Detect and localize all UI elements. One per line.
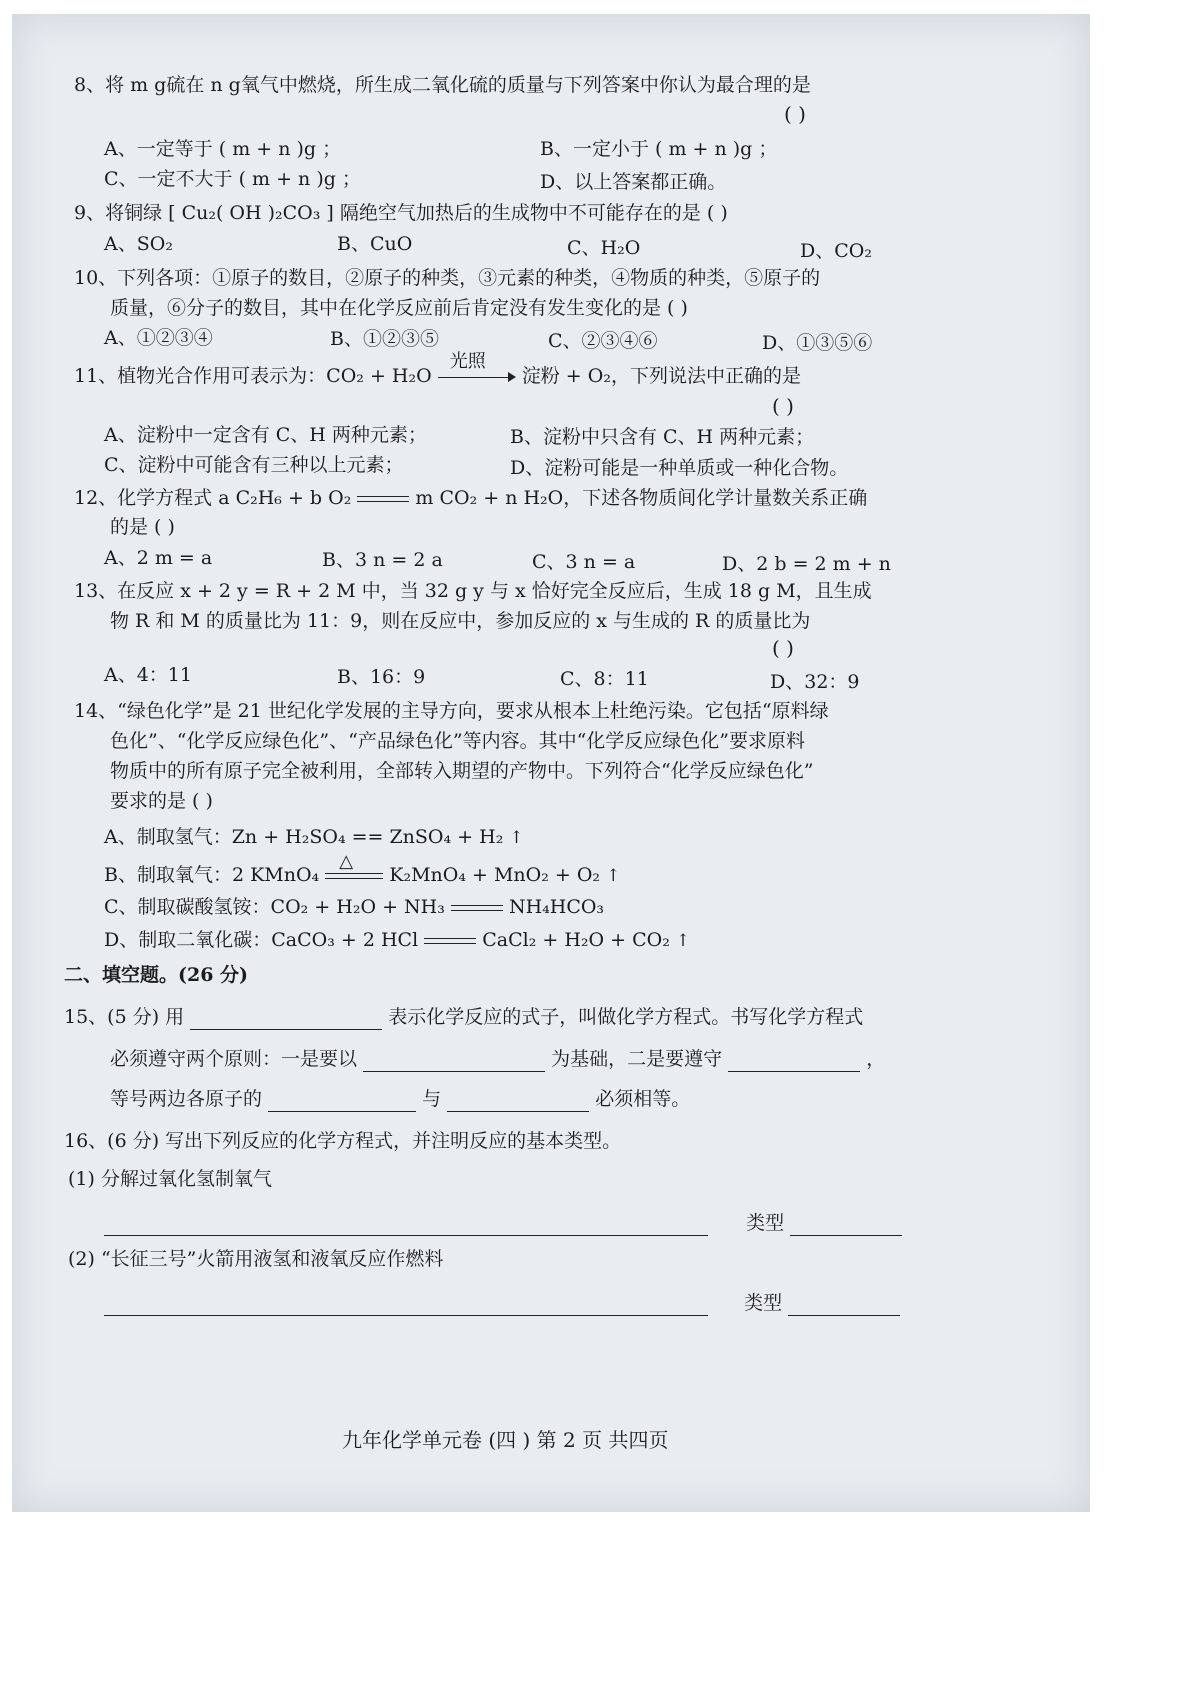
q11-option-a: A、淀粉中一定含有 C、H 两种元素；	[104, 424, 427, 446]
q11-option-b: B、淀粉中只含有 C、H 两种元素；	[510, 426, 815, 448]
gas-up-arrow: ↑	[675, 931, 691, 951]
q10-option-d: D、①③⑤⑥	[762, 332, 873, 354]
q11-option-d: D、淀粉可能是一种单质或一种化合物。	[510, 457, 849, 479]
q12-option-a: A、2 m = a	[104, 547, 213, 569]
q16-type-blank-1[interactable]	[790, 1215, 902, 1236]
q14-option-d-right: CaCl₂ + H₂O + CO₂	[482, 929, 670, 951]
q8-option-d: D、以上答案都正确。	[540, 171, 727, 193]
q14-option-b-right: K₂MnO₄ + MnO₂ + O₂	[389, 864, 601, 886]
q16-sub1: (1) 分解过氧化氢制氧气	[68, 1168, 272, 1190]
arrow-condition: 光照	[449, 351, 486, 372]
q15-line2	[110, 1046, 885, 1072]
q10-option-a: A、①②③④	[104, 327, 213, 349]
q12-option-b: B、3 n = 2 a	[322, 549, 443, 571]
equals-sign	[325, 851, 383, 883]
gas-up-arrow: ↑	[509, 828, 524, 848]
q13-stem-line1: 13、在反应 x + 2 y = R + 2 M 中，当 32 g y 与 x 恰好完全反应后，生成 18 g M，且生成	[74, 580, 872, 602]
equals-sign	[357, 492, 409, 506]
equals-sign	[451, 901, 503, 915]
q14-option-d-left: D、制取二氧化碳：CaCO₃ + 2 HCl	[104, 929, 419, 951]
heat-triangle-symbol: △	[339, 851, 354, 872]
q16-type-blank-2[interactable]	[788, 1295, 900, 1316]
q13-option-b: B、16：9	[337, 666, 426, 688]
q15-blank-1[interactable]	[190, 1009, 382, 1030]
q8-option-a: A、一定等于 ( m + n )g ；	[104, 138, 342, 160]
q16-answer-row-2	[104, 1290, 900, 1316]
q12-option-d: D、2 b = 2 m + n	[722, 553, 891, 575]
q15-blank-3[interactable]	[728, 1051, 860, 1072]
q15-line1	[64, 1004, 863, 1030]
type-label: 类型	[746, 1212, 785, 1234]
q9-option-b: B、CuO	[337, 233, 413, 255]
q10-stem-line1: 10、下列各项：①原子的数目，②原子的种类，③元素的种类，④物质的种类，⑤原子的	[74, 267, 821, 289]
q13-option-d: D、32：9	[770, 671, 860, 693]
q16-equation-blank-2[interactable]	[104, 1295, 708, 1316]
q8-option-c: C、一定不大于 ( m + n )g ；	[104, 168, 361, 190]
q9-stem: 9、将铜绿 [ Cu₂( OH )₂CO₃ ] 隔绝空气加热后的生成物中不可能存在的是 ( )	[74, 202, 728, 224]
q13-stem-line2: 物 R 和 M 的质量比为 11：9，则在反应中，参加反应的 x 与生成的 R 的质量比为	[110, 610, 811, 632]
reaction-arrow	[438, 351, 516, 387]
q11-option-c: C、淀粉中可能含有三种以上元素；	[104, 454, 404, 476]
section-heading-fill-in: 二、填空题。(26 分)	[64, 964, 249, 986]
q8-option-b: B、一定小于 ( m + n )g ；	[540, 138, 778, 160]
q9-option-c: C、H₂O	[567, 237, 641, 259]
q15-text: ，	[866, 1048, 886, 1070]
q8-answer-paren: ( )	[784, 102, 806, 126]
q14-stem-line3: 物质中的所有原子完全被利用，全部转入期望的产物中。下列符合“化学反应绿色化”	[110, 760, 814, 782]
q14-option-c	[104, 894, 604, 920]
q12-option-c: C、3 n = a	[532, 551, 636, 573]
q14-option-d	[104, 927, 690, 954]
q15-text: 等号两边各原子的	[110, 1088, 263, 1110]
q14-option-c-right: NH₄HCO₃	[508, 896, 605, 918]
q13-option-c: C、8：11	[560, 668, 649, 690]
q12-stem-left: 12、化学方程式 a C₂H₆ + b O₂	[74, 487, 352, 509]
q16-answer-row-1	[104, 1210, 902, 1236]
q16-sub2: (2) “长征三号”火箭用液氢和液氧反应作燃料	[68, 1248, 444, 1270]
q15-text: 必须遵守两个原则：一是要以	[110, 1048, 358, 1070]
q15-text: 为基础，二是要遵守	[551, 1048, 723, 1070]
q11-stem-right: 淀粉 + O₂，下列说法中正确的是	[521, 365, 801, 387]
q10-option-b: B、①②③⑤	[330, 328, 439, 350]
q14-option-b	[104, 851, 621, 889]
q16-equation-blank-1[interactable]	[104, 1215, 708, 1236]
q15-blank-2[interactable]	[363, 1051, 545, 1072]
q15-text: 必须相等。	[595, 1088, 691, 1110]
q14-stem-line2: 色化”、“化学反应绿色化”、“产品绿色化”等内容。其中“化学反应绿色化”要求原料	[110, 730, 805, 752]
q10-option-c: C、②③④⑥	[548, 330, 658, 352]
q12-stem	[74, 485, 867, 511]
q12-stem-line2: 的是 ( )	[110, 516, 175, 538]
q11-answer-paren: ( )	[772, 394, 794, 418]
gas-up-arrow: ↑	[606, 866, 621, 886]
q9-option-d: D、CO₂	[800, 240, 872, 262]
q15-text: 15、(5 分) 用	[64, 1006, 185, 1028]
q14-option-b-left: B、制取氧气：2 KMnO₄	[104, 864, 320, 886]
q8-stem: 8、将 m g硫在 n g氧气中燃烧，所生成二氧化硫的质量与下列答案中你认为最合理的是	[74, 74, 811, 96]
q13-option-a: A、4：11	[104, 664, 192, 686]
page-footer: 九年化学单元卷 (四 ) 第 2 页 共四页	[342, 1428, 669, 1452]
q10-stem-line2: 质量，⑥分子的数目，其中在化学反应前后肯定没有发生变化的是 ( )	[110, 297, 688, 319]
q12-stem-right: m CO₂ + n H₂O，下述各物质间化学计量数关系正确	[415, 487, 868, 509]
q14-stem-line1: 14、“绿色化学”是 21 世纪化学发展的主导方向，要求从根本上杜绝污染。它包括“原料绿	[74, 700, 829, 722]
q15-blank-5[interactable]	[447, 1091, 589, 1112]
q14-option-a-text: A、制取氢气：Zn + H₂SO₄ == ZnSO₄ + H₂	[104, 826, 504, 848]
q13-answer-paren: ( )	[772, 636, 794, 660]
equals-sign	[424, 934, 476, 948]
q15-line3	[110, 1086, 690, 1112]
exam-sheet	[12, 14, 1090, 1512]
q11-stem-left: 11、植物光合作用可表示为：CO₂ + H₂O	[74, 365, 432, 387]
type-label: 类型	[744, 1292, 783, 1314]
q14-option-a	[104, 824, 524, 851]
q11-stem	[74, 351, 801, 389]
q14-option-c-left: C、制取碳酸氢铵：CO₂ + H₂O + NH₃	[104, 896, 445, 918]
q16-stem: 16、(6 分) 写出下列反应的化学方程式，并注明反应的基本类型。	[64, 1130, 622, 1152]
q9-option-a: A、SO₂	[104, 233, 173, 255]
q15-text: 表示化学反应的式子，叫做化学方程式。书写化学方程式	[388, 1006, 864, 1028]
q15-blank-4[interactable]	[268, 1091, 416, 1112]
q14-stem-line4: 要求的是 ( )	[110, 790, 213, 812]
q15-text: 与	[422, 1088, 442, 1110]
